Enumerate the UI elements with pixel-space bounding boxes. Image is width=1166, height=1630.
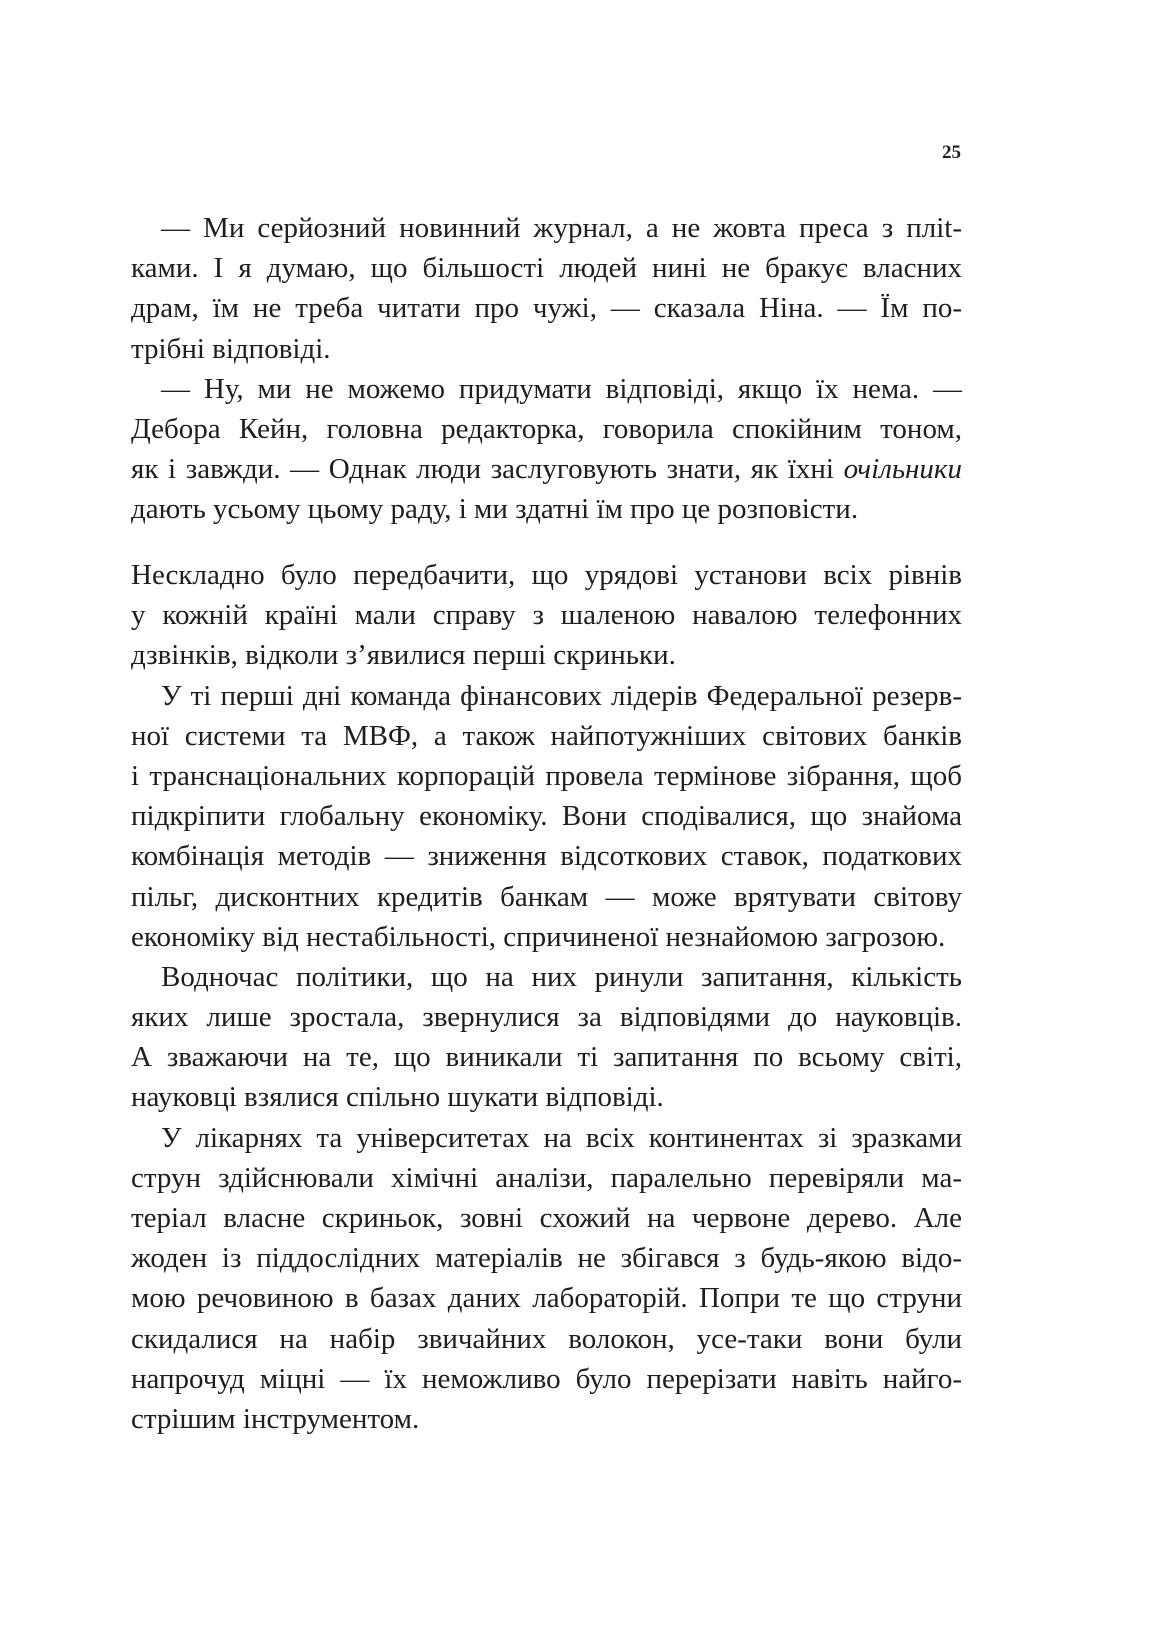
dialogue-paragraph bbox=[131, 369, 962, 530]
text-line: комбінація методів — зниження відсоткових ставок, податкових bbox=[131, 840, 962, 873]
text-line: жоден із піддослідних матеріалів не збігався з будь-якою відо- bbox=[131, 1242, 962, 1275]
italic-word: очільники bbox=[843, 453, 962, 486]
text-line: пільг, дисконтних кредитів банкам — може врятувати світову bbox=[131, 880, 962, 913]
text-line: економіку від нестабільності, спричиненої незнайомою загрозою. bbox=[131, 920, 946, 953]
text-line: дають усьому цьому раду, і ми здатні їм про це розповісти. bbox=[131, 493, 859, 526]
text-line: — Ми серйозний новинний журнал, а не жовта преса з плit- bbox=[161, 212, 962, 244]
text-line: Нескладно було передбачити, що урядові установи всіх рівнів bbox=[131, 559, 962, 591]
text-line: — Ну, ми не можемо придумати відповіді, якщо їх нема. — bbox=[161, 372, 962, 405]
text-line: трібні відповіді. bbox=[131, 332, 331, 365]
narrative-paragraph bbox=[131, 555, 962, 676]
narrative-paragraph bbox=[131, 1118, 962, 1440]
page-number: 25 bbox=[942, 142, 961, 163]
text-line: стрішим інструментом. bbox=[131, 1402, 420, 1435]
text-line: струн здійснювали хімічні аналізи, паралельно перевіряли ма- bbox=[131, 1161, 962, 1194]
text-line: теріал власне скриньок, зовні схожий на червоне дерево. Але bbox=[131, 1202, 962, 1234]
text-line: дзвінків, відколи з’явилися перші скриньки. bbox=[131, 639, 676, 672]
text-line: У лікарнях та університетах на всіх континентах зі зразками bbox=[161, 1121, 962, 1154]
narrative-paragraph bbox=[131, 676, 962, 957]
text-line: скидалися на набір звичайних волокон, усе-таки вони були bbox=[131, 1322, 962, 1355]
text-line: ками. І я думаю, що більшості людей нині не бракує власних bbox=[131, 252, 962, 285]
narrative-paragraph bbox=[131, 957, 962, 1118]
dialogue-block bbox=[131, 208, 962, 530]
text-line: і транснаціональних корпорацій провела термінове зібрання, щоб bbox=[131, 759, 962, 792]
text-line bbox=[131, 449, 962, 489]
text-line: науковці взялися спільно шукати відповіді. bbox=[131, 1081, 664, 1114]
text-fragment: як і завжди. — Однак люди заслуговують знати, як їхні bbox=[131, 453, 844, 486]
text-line: ної системи та МВФ, а також найпотужніших світових банків bbox=[131, 719, 962, 752]
narrative-block bbox=[131, 555, 962, 1439]
text-line: яких лише зростала, звернулися за відповідями до науковців. bbox=[131, 1001, 962, 1034]
text-line: А зважаючи на те, що виникали ті запитання по всьому світі, bbox=[131, 1041, 962, 1074]
text-line: драм, їм не треба читати про чужі, — сказала Ніна. — Їм по- bbox=[131, 292, 962, 325]
text-line: у кожній країні мали справу з шаленою навалою телефонних bbox=[131, 599, 962, 632]
text-line: Водночас політики, що на них ринули запитання, кількість bbox=[161, 960, 962, 993]
text-line: У ті перші дні команда фінансових лідерів Федеральної резерв- bbox=[161, 679, 962, 712]
text-line: мою речовиною в базах даних лабораторій. Попри те що струни bbox=[131, 1282, 962, 1315]
text-line: підкріпити глобальну економіку. Вони сподівалися, що знайома bbox=[131, 800, 962, 833]
text-line: напрочуд міцні — їх неможливо було перерізати навіть найго- bbox=[131, 1362, 962, 1395]
dialogue-paragraph bbox=[131, 208, 962, 369]
text-line: Дебора Кейн, головна редакторка, говорила спокійним тоном, bbox=[131, 412, 962, 445]
